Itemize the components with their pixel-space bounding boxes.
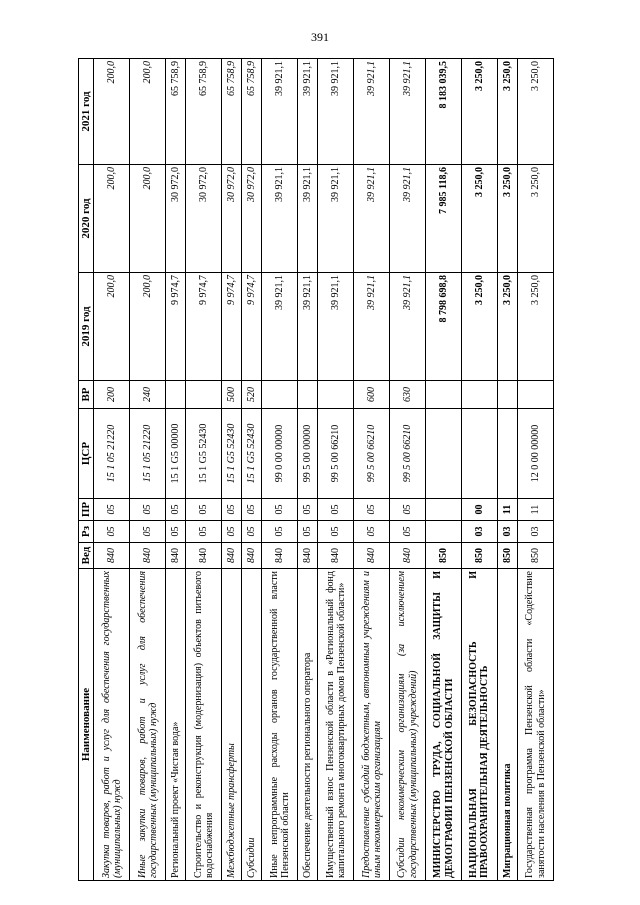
cell-ved: 850 xyxy=(518,543,554,569)
cell-ved: 840 xyxy=(130,543,166,569)
cell-name: Иные непрограммные расходы органов государственной власти Пензенской области xyxy=(262,569,298,881)
cell-2019: 3 250,0 xyxy=(497,273,517,381)
cell-csr xyxy=(497,409,517,499)
table-row xyxy=(354,59,390,881)
cell-csr: 99 5 00 66210 xyxy=(354,409,390,499)
cell-ved: 840 xyxy=(298,543,318,569)
cell-pr: 00 xyxy=(462,499,498,521)
cell-rz: 03 xyxy=(462,521,498,543)
cell-2021: 39 921,1 xyxy=(318,59,354,165)
cell-pr: 05 xyxy=(222,499,242,521)
cell-vr: 630 xyxy=(390,381,426,409)
cell-name: Региональный проект «Чистая вода» xyxy=(166,569,186,881)
col-header-pr: ПР xyxy=(79,499,94,521)
col-header-vr: ВР xyxy=(79,381,94,409)
table-row xyxy=(518,59,554,881)
cell-rz: 05 xyxy=(318,521,354,543)
cell-csr: 99 0 00 00000 xyxy=(262,409,298,499)
cell-2020: 39 921,1 xyxy=(262,165,298,273)
cell-2019: 39 921,1 xyxy=(390,273,426,381)
cell-ved: 850 xyxy=(426,543,462,569)
cell-pr: 05 xyxy=(166,499,186,521)
col-header-2021: 2021 год xyxy=(79,59,94,165)
cell-rz: 05 xyxy=(186,521,222,543)
cell-pr: 05 xyxy=(298,499,318,521)
cell-csr: 15 1 G5 00000 xyxy=(166,409,186,499)
cell-2019: 200,0 xyxy=(130,273,166,381)
cell-vr xyxy=(186,381,222,409)
cell-ved: 840 xyxy=(166,543,186,569)
cell-rz: 05 xyxy=(298,521,318,543)
table-row xyxy=(94,59,130,881)
cell-csr: 15 1 G5 52430 xyxy=(222,409,242,499)
cell-2021: 3 250,0 xyxy=(497,59,517,165)
cell-name: Строительство и реконструкция (модернизация) объектов питьевого водоснабжения xyxy=(186,569,222,881)
cell-2019: 200,0 xyxy=(94,273,130,381)
cell-rz: 05 xyxy=(390,521,426,543)
cell-pr: 11 xyxy=(497,499,517,521)
cell-ved: 840 xyxy=(390,543,426,569)
cell-csr: 15 1 05 21220 xyxy=(130,409,166,499)
cell-name: Закупка товаров, работ и услуг для обеспечения государственных (муниципальных) нужд xyxy=(94,569,130,881)
cell-rz: 05 xyxy=(166,521,186,543)
page-number: 391 xyxy=(311,30,329,44)
table-row xyxy=(497,59,517,881)
cell-2021: 65 758,9 xyxy=(186,59,222,165)
cell-ved: 840 xyxy=(354,543,390,569)
cell-2020: 39 921,1 xyxy=(298,165,318,273)
cell-2020: 200,0 xyxy=(130,165,166,273)
cell-vr: 500 xyxy=(222,381,242,409)
cell-2020: 7 985 118,6 xyxy=(426,165,462,273)
cell-2021: 8 183 039,5 xyxy=(426,59,462,165)
cell-2019: 9 974,7 xyxy=(222,273,242,381)
cell-vr xyxy=(518,381,554,409)
budget-table xyxy=(78,58,554,881)
cell-rz: 05 xyxy=(242,521,262,543)
cell-2020: 30 972,0 xyxy=(166,165,186,273)
cell-rz: 05 xyxy=(94,521,130,543)
cell-csr: 99 5 00 66210 xyxy=(390,409,426,499)
cell-ved: 840 xyxy=(242,543,262,569)
cell-pr: 05 xyxy=(390,499,426,521)
cell-rz: 03 xyxy=(497,521,517,543)
cell-vr xyxy=(298,381,318,409)
cell-2021: 39 921,1 xyxy=(354,59,390,165)
rotated-table-container xyxy=(78,59,554,881)
cell-vr: 200 xyxy=(94,381,130,409)
cell-pr: 05 xyxy=(130,499,166,521)
cell-2021: 39 921,1 xyxy=(298,59,318,165)
cell-pr: 05 xyxy=(262,499,298,521)
cell-vr xyxy=(262,381,298,409)
table-row xyxy=(186,59,222,881)
cell-rz: 05 xyxy=(130,521,166,543)
cell-2021: 39 921,1 xyxy=(262,59,298,165)
cell-vr xyxy=(166,381,186,409)
cell-csr: 12 0 00 00000 xyxy=(518,409,554,499)
cell-2020: 30 972,0 xyxy=(186,165,222,273)
cell-2021: 39 921,1 xyxy=(390,59,426,165)
cell-2019: 8 798 698,8 xyxy=(426,273,462,381)
col-header-name: Наименование xyxy=(79,569,94,881)
col-header-2019: 2019 год xyxy=(79,273,94,381)
table-row xyxy=(222,59,242,881)
table-row xyxy=(318,59,354,881)
cell-vr: 600 xyxy=(354,381,390,409)
cell-2021: 65 758,9 xyxy=(222,59,242,165)
table-row xyxy=(130,59,166,881)
cell-pr: 05 xyxy=(242,499,262,521)
cell-2019: 39 921,1 xyxy=(298,273,318,381)
cell-2021: 3 250,0 xyxy=(518,59,554,165)
table-row xyxy=(262,59,298,881)
col-header-ved: Вед xyxy=(79,543,94,569)
cell-rz: 05 xyxy=(222,521,242,543)
cell-ved: 850 xyxy=(497,543,517,569)
cell-2020: 30 972,0 xyxy=(242,165,262,273)
cell-rz xyxy=(426,521,462,543)
table-header-row xyxy=(79,59,94,881)
cell-name: Государственная программа Пензенской области «Содействие занятости населения в Пензенской области» xyxy=(518,569,554,881)
cell-2019: 39 921,1 xyxy=(318,273,354,381)
table-body xyxy=(94,59,554,881)
cell-2021: 200,0 xyxy=(94,59,130,165)
cell-csr: 99 5 00 00000 xyxy=(298,409,318,499)
cell-name: МИНИСТЕРСТВО ТРУДА, СОЦИАЛЬНОЙ ЗАЩИТЫ И ДЕМОГРАФИИ ПЕНЗЕНСКОЙ ОБЛАСТИ xyxy=(426,569,462,881)
cell-ved: 840 xyxy=(186,543,222,569)
cell-rz: 03 xyxy=(518,521,554,543)
cell-csr: 15 1 G5 52430 xyxy=(242,409,262,499)
cell-2019: 9 974,7 xyxy=(166,273,186,381)
table-row xyxy=(390,59,426,881)
cell-2019: 3 250,0 xyxy=(462,273,498,381)
table-row xyxy=(298,59,318,881)
cell-pr: 11 xyxy=(518,499,554,521)
table-row xyxy=(166,59,186,881)
cell-ved: 840 xyxy=(94,543,130,569)
cell-2019: 39 921,1 xyxy=(354,273,390,381)
cell-2021: 3 250,0 xyxy=(462,59,498,165)
cell-vr: 240 xyxy=(130,381,166,409)
cell-csr: 99 5 00 66210 xyxy=(318,409,354,499)
col-header-rz: Рз xyxy=(79,521,94,543)
table-row xyxy=(426,59,462,881)
cell-name: Имущественный взнос Пензенской области в «Региональный фонд капитального ремонта многоквартирных домов Пензенской области» xyxy=(318,569,354,881)
cell-ved: 840 xyxy=(222,543,242,569)
cell-2020: 3 250,0 xyxy=(497,165,517,273)
cell-2020: 200,0 xyxy=(94,165,130,273)
cell-pr xyxy=(426,499,462,521)
cell-2019: 39 921,1 xyxy=(262,273,298,381)
cell-2020: 39 921,1 xyxy=(318,165,354,273)
cell-name: Миграционная политика xyxy=(497,569,517,881)
cell-name: Субсидии xyxy=(242,569,262,881)
cell-name: Иные закупки товаров, работ и услуг для обеспечения государственных (муниципальных) нужд xyxy=(130,569,166,881)
cell-pr: 05 xyxy=(354,499,390,521)
cell-2020: 39 921,1 xyxy=(390,165,426,273)
cell-pr: 05 xyxy=(318,499,354,521)
cell-ved: 850 xyxy=(462,543,498,569)
col-header-2020: 2020 год xyxy=(79,165,94,273)
cell-name: Субсидии некоммерческим организациям (за исключением государственных (муниципальных) учреждений) xyxy=(390,569,426,881)
table-row xyxy=(462,59,498,881)
cell-csr: 15 1 G5 52430 xyxy=(186,409,222,499)
cell-ved: 840 xyxy=(262,543,298,569)
cell-pr: 05 xyxy=(94,499,130,521)
cell-ved: 840 xyxy=(318,543,354,569)
cell-2020: 30 972,0 xyxy=(222,165,242,273)
cell-2021: 200,0 xyxy=(130,59,166,165)
cell-vr: 520 xyxy=(242,381,262,409)
table-row xyxy=(242,59,262,881)
cell-2020: 39 921,1 xyxy=(354,165,390,273)
cell-2020: 3 250,0 xyxy=(462,165,498,273)
cell-name: Обеспечение деятельности регионального оператора xyxy=(298,569,318,881)
cell-name: НАЦИОНАЛЬНАЯ БЕЗОПАСНОСТЬ И ПРАВООХРАНИТЕЛЬНАЯ ДЕЯТЕЛЬНОСТЬ xyxy=(462,569,498,881)
cell-2021: 65 758,9 xyxy=(242,59,262,165)
cell-vr xyxy=(318,381,354,409)
cell-2021: 65 758,9 xyxy=(166,59,186,165)
cell-2020: 3 250,0 xyxy=(518,165,554,273)
cell-name: Межбюджетные трансферты xyxy=(222,569,242,881)
cell-name: Предоставление субсидий бюджетным, автономным учреждениям и иным некоммерческим организациям xyxy=(354,569,390,881)
cell-2019: 9 974,7 xyxy=(186,273,222,381)
cell-vr xyxy=(462,381,498,409)
cell-2019: 3 250,0 xyxy=(518,273,554,381)
col-header-csr: ЦСР xyxy=(79,409,94,499)
cell-rz: 05 xyxy=(262,521,298,543)
cell-vr xyxy=(426,381,462,409)
cell-pr: 05 xyxy=(186,499,222,521)
cell-2019: 9 974,7 xyxy=(242,273,262,381)
cell-rz: 05 xyxy=(354,521,390,543)
cell-csr: 15 1 05 21220 xyxy=(94,409,130,499)
cell-csr xyxy=(462,409,498,499)
cell-vr xyxy=(497,381,517,409)
cell-csr xyxy=(426,409,462,499)
